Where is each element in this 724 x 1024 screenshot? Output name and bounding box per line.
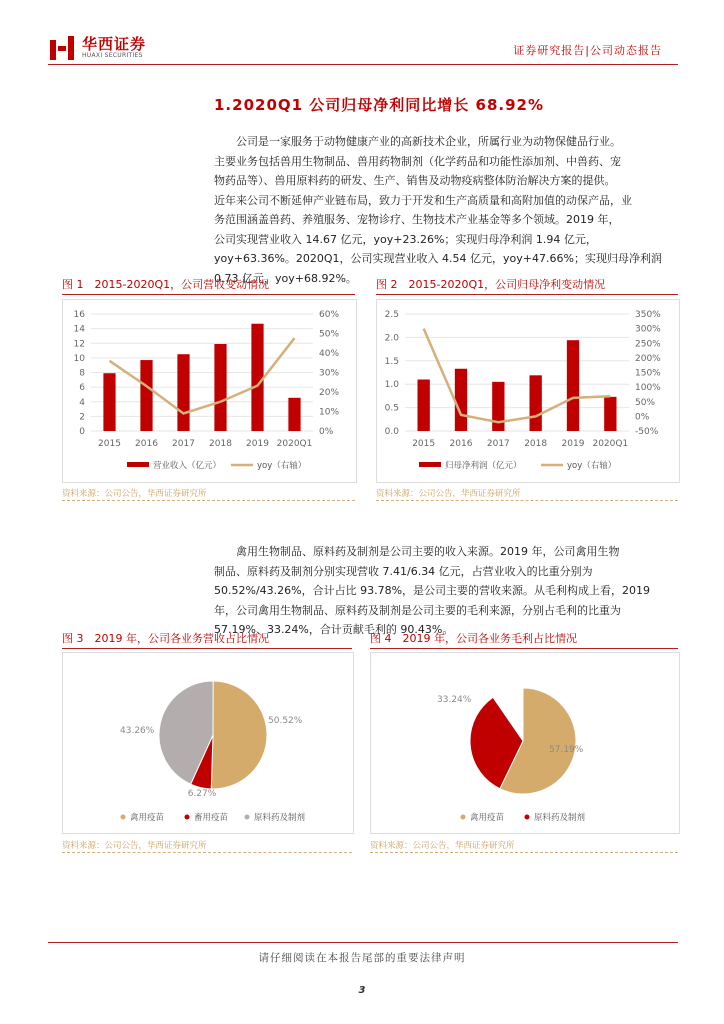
y-tick-label: 10	[73, 353, 85, 364]
legend-bar-label: 营业收入（亿元）	[153, 461, 222, 471]
net-profit-chart	[377, 300, 679, 482]
bar	[288, 398, 300, 431]
bar	[418, 380, 430, 431]
x-tick-label: 2017	[172, 439, 195, 449]
text-line: 主要业务包括兽用生物制品、兽用药物制剂（化学药品和功能性添加剂、中兽药、宠	[214, 154, 621, 168]
y2-tick-label: 50%	[319, 329, 340, 340]
legal-notice: 请仔细阅读在本报告尾部的重要法律声明	[258, 952, 466, 964]
pie-data-label: 57.19%	[549, 745, 584, 755]
text-line: 物药品等）、兽用原料药的研发、生产、销售及动物疫病整体防治解决方案的提供。	[214, 174, 616, 187]
x-tick-label: 2016	[135, 439, 158, 449]
y-tick-label: 0	[79, 427, 85, 437]
y2-tick-label: 40%	[319, 349, 340, 359]
bar	[177, 354, 189, 431]
figure-3-source-rule	[62, 852, 352, 853]
y2-tick-label: 100%	[635, 383, 661, 394]
x-tick-label: 2019	[246, 439, 269, 449]
revenue-chart	[63, 300, 356, 482]
pie-data-label: 33.24%	[437, 695, 472, 705]
bar	[103, 373, 115, 431]
logo-chinese-name: 华西证券	[82, 35, 147, 53]
legend-swatch	[525, 815, 530, 820]
y2-tick-label: 0%	[635, 412, 650, 423]
y2-tick-label: 350%	[635, 310, 661, 320]
text-line: 禽用生物制品、原料药及制剂是公司主要的收入来源。2019 年，公司禽用生物	[236, 545, 620, 558]
chart-3-frame	[62, 652, 354, 834]
text-line: 57.19%、33.24%，合计贡献毛利的 90.43%。	[214, 623, 454, 636]
x-tick-label: 2020Q1	[276, 439, 313, 449]
y-tick-label: 8	[79, 368, 85, 379]
legend-label: 原料药及制剂	[254, 813, 306, 823]
legend-label: 禽用疫苗	[470, 813, 505, 823]
paragraph-1	[214, 132, 680, 288]
text-line: 公司是一家服务于动物健康产业的高新技术企业，所属行业为动物保健品行业。	[236, 135, 621, 148]
logo-english-name: HUAXI SECURITIES	[82, 52, 143, 59]
x-tick-label: 2015	[412, 439, 436, 449]
y2-tick-label: 0%	[319, 427, 334, 437]
figure-4-rule	[370, 648, 678, 649]
text-line: 年，公司禽用生物制品、原料药及制剂是公司主要的毛利来源，分别占毛利的比重为	[214, 603, 621, 617]
x-tick-label: 2019	[561, 439, 585, 449]
y-tick-label: 6	[79, 383, 85, 394]
y2-tick-label: 60%	[319, 310, 340, 320]
figure-3-title: 图 3 2019 年，公司各业务营收占比情况	[62, 632, 269, 645]
y2-tick-label: 10%	[319, 407, 340, 418]
page-number: 3	[358, 985, 366, 996]
y-tick-label: 0.0	[384, 427, 399, 437]
x-tick-label: 2018	[209, 439, 232, 449]
legend-label: 禽用疫苗	[130, 813, 165, 823]
figure-1-source-rule	[62, 500, 355, 501]
revenue-share-pie	[63, 653, 353, 833]
y-tick-label: 1.5	[384, 356, 399, 367]
text-line: 50.52%/43.26%，合计占比 93.78%，是公司主要的营收来源。从毛利构成上看，2019	[214, 584, 651, 597]
y-tick-label: 12	[73, 339, 85, 350]
y2-tick-label: 30%	[319, 368, 340, 379]
chart-4-frame	[370, 652, 680, 834]
text-line: 近年来公司不断延伸产业链布局，致力于开发和生产高质量和高附加值的动保产品，业	[214, 193, 632, 207]
footer-divider	[48, 942, 678, 943]
gross-profit-share-pie	[371, 653, 679, 833]
y2-tick-label: 200%	[635, 353, 661, 364]
legend-label: 原料药及制剂	[534, 813, 586, 823]
figure-1-rule	[62, 294, 355, 295]
huaxi-logo-icon	[48, 36, 78, 62]
bar	[492, 382, 504, 431]
y-tick-label: 2	[79, 412, 85, 423]
section-title: 1.2020Q1 公司归母净利同比增长 68.92%	[214, 96, 544, 114]
y2-tick-label: -50%	[635, 427, 659, 437]
legend-swatch	[245, 815, 250, 820]
figure-4-source-rule	[370, 852, 678, 853]
chart-1-frame	[62, 299, 357, 483]
pie-data-label: 6.27%	[187, 789, 217, 799]
yoy-line	[424, 329, 611, 423]
bar	[140, 360, 152, 431]
bar	[455, 369, 467, 431]
chart-2-frame	[376, 299, 680, 483]
figure-2-rule	[376, 294, 678, 295]
figure-2-source-rule	[376, 500, 678, 501]
bar	[214, 344, 226, 431]
bar	[604, 397, 616, 431]
text-line: 务范围涵盖兽药、养殖服务、宠物诊疗、生物技术产业基金等多个领域。2019 年，	[214, 213, 620, 226]
y-tick-label: 14	[73, 324, 85, 335]
figure-4-source: 资料来源：公司公告，华西证券研究所	[370, 841, 515, 851]
figure-4-title: 图 4 2019 年，公司各业务毛利占比情况	[370, 632, 577, 645]
y2-tick-label: 50%	[635, 397, 656, 408]
paragraph-2	[214, 542, 680, 640]
legend-bar-swatch	[419, 462, 441, 467]
report-type: 证券研究报告|公司动态报告	[513, 44, 662, 57]
x-tick-label: 2015	[98, 439, 121, 449]
figure-1-source: 资料来源：公司公告，华西证券研究所	[62, 489, 207, 499]
figure-3-rule	[62, 648, 352, 649]
bar	[530, 375, 542, 431]
text-line: 公司实现营业收入 14.67 亿元，yoy+23.26%；实现归母净利润 1.94 亿元，	[214, 232, 597, 246]
bar	[567, 340, 579, 431]
legend-swatch	[121, 815, 126, 820]
header-divider	[48, 64, 678, 65]
y2-tick-label: 20%	[319, 388, 340, 398]
figure-2-title: 图 2 2015-2020Q1，公司归母净利变动情况	[376, 278, 606, 291]
y-tick-label: 1.0	[384, 380, 399, 391]
x-tick-label: 2017	[486, 439, 510, 449]
text-line: 0.73 亿元，yoy+68.92%。	[214, 271, 357, 285]
legend-swatch	[461, 815, 466, 820]
legend-bar-swatch	[127, 462, 149, 467]
text-line: 制品、原料药及制剂分别实现营收 7.41/6.34 亿元，占营业收入的比重分别为	[214, 564, 593, 578]
y2-tick-label: 150%	[635, 368, 661, 379]
x-tick-label: 2018	[524, 439, 548, 449]
figure-1-title: 图 1 2015-2020Q1，公司营收变动情况	[62, 278, 270, 291]
pie-data-label: 43.26%	[120, 726, 155, 736]
legend-swatch	[185, 815, 190, 820]
y-tick-label: 2.0	[384, 333, 399, 344]
y-tick-label: 0.5	[384, 403, 399, 414]
y2-tick-label: 250%	[635, 339, 661, 350]
pie-slice	[211, 681, 267, 789]
bar	[251, 324, 263, 431]
y-tick-label: 16	[73, 310, 85, 320]
y-tick-label: 2.5	[384, 310, 399, 320]
y-tick-label: 4	[79, 397, 85, 408]
figure-3-source: 资料来源：公司公告，华西证券研究所	[62, 841, 207, 851]
y2-tick-label: 300%	[635, 324, 661, 335]
x-tick-label: 2016	[449, 439, 473, 449]
x-tick-label: 2020Q1	[592, 439, 629, 449]
legend-line-label: yoy（右轴）	[567, 461, 617, 471]
legend-line-label: yoy（右轴）	[257, 461, 307, 471]
figure-2-source: 资料来源：公司公告，华西证券研究所	[376, 489, 521, 499]
text-line: yoy+63.36%。2020Q1，公司实现营业收入 4.54 亿元，yoy+47.66%；实现归母净利润	[214, 252, 662, 265]
legend-bar-label: 归母净利润（亿元）	[445, 461, 522, 471]
pie-data-label: 50.52%	[268, 716, 303, 726]
legend-label: 畜用疫苗	[194, 813, 229, 823]
